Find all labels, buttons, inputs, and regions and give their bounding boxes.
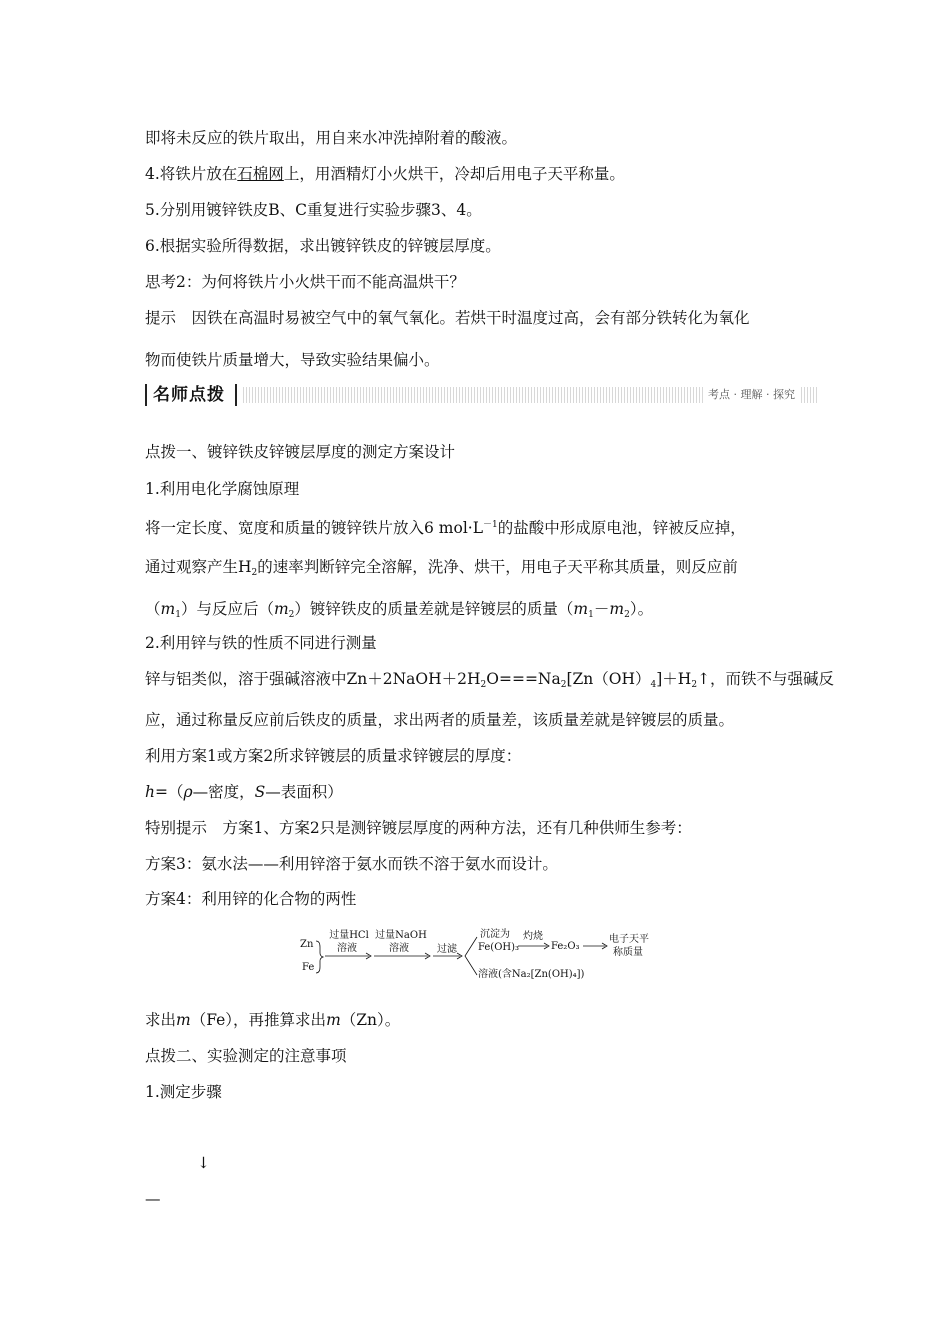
text-segment: 求出 <box>145 1011 177 1029</box>
section-banner <box>145 383 817 407</box>
text-segment: 通过观察产生H <box>145 558 252 576</box>
section-heading: 点拨一、镀锌铁皮锌镀层厚度的测定方案设计 <box>145 443 456 461</box>
banner-divider <box>145 384 147 406</box>
text-segment: ）镀锌铁皮的质量差就是锌镀层的质量（ <box>294 600 574 618</box>
text-segment: =（ <box>154 783 184 801</box>
step2-reagent-note: 溶液 <box>389 943 409 954</box>
flow-diagram <box>297 925 657 981</box>
text-segment: —密度， <box>192 783 255 801</box>
text-line: 方案4：利用锌的化合物的两性 <box>145 890 357 908</box>
subscript: 2 <box>251 568 258 578</box>
text-segment: － <box>593 600 610 618</box>
subscript: 2 <box>624 610 630 620</box>
section-heading: 点拨二、实验测定的注意事项 <box>145 1047 347 1065</box>
variable: S <box>254 783 266 801</box>
fe2o3-label: Fe₂O₃ <box>551 941 580 952</box>
text-line <box>145 164 625 184</box>
formula-line <box>145 782 343 802</box>
precipitate-formula: Fe(OH)₃ <box>478 942 520 953</box>
filter-step: 过滤 <box>437 944 457 955</box>
subscript: 2 <box>288 610 295 620</box>
text-segment: 4.将铁片放在 <box>145 165 238 183</box>
text-line: 即将未反应的铁片取出，用自来水冲洗掉附着的酸液。 <box>145 129 518 147</box>
dash-mark: — <box>145 1190 161 1208</box>
text-segment: ↑，而铁不与强碱反 <box>697 670 835 688</box>
text-line: 应，通过称量反应前后铁皮的质量，求出两者的质量差，该质量差就是锌镀层的质量。 <box>145 711 735 729</box>
banner-subtitle: 考点 · 理解 · 探究 <box>704 387 799 403</box>
text-segment: ）。 <box>629 600 654 618</box>
subscript: 2 <box>560 680 567 690</box>
text-segment: （Zn）。 <box>340 1011 401 1029</box>
text-line: 5.分别用镀锌铁皮B、C重复进行实验步骤3、4。 <box>145 201 482 219</box>
branch-bracket <box>465 937 477 975</box>
brace <box>316 941 323 973</box>
text-segment: 上，用酒精灯小火烘干，冷却后用电子天平称量。 <box>283 165 625 183</box>
list-item: 2.利用锌与铁的性质不同进行测量 <box>145 634 377 652</box>
text-line <box>145 557 738 583</box>
variable: m <box>326 1011 341 1029</box>
variable: h <box>145 783 155 801</box>
thinking-question: 思考2：为何将铁片小火烘干而不能高温烘干？ <box>145 273 465 291</box>
text-line <box>145 599 653 625</box>
text-segment: ）与反应后（ <box>180 600 274 618</box>
solution-label: 溶液(含Na₂[Zn(OH)₄]) <box>478 969 585 980</box>
variable: m <box>273 600 289 618</box>
variable: ρ <box>183 783 193 801</box>
variable: m <box>176 1011 191 1029</box>
fe-label: Fe <box>302 962 315 973</box>
subscript: 1 <box>175 610 181 620</box>
subscript: 4 <box>650 680 657 690</box>
variable: m <box>160 600 176 618</box>
zn-label: Zn <box>300 939 314 950</box>
underlined-term: 石棉网 <box>237 165 284 183</box>
text-segment: 的速率判断锌完全溶解，洗净、烘干，用电子天平称其质量，则反应前 <box>257 558 738 576</box>
text-segment: （Fe），再推算求出 <box>190 1011 327 1029</box>
text-segment: （ <box>145 600 161 618</box>
down-arrow: ↓ <box>197 1154 210 1172</box>
variable: m <box>609 600 625 618</box>
step2-reagent: 过量NaOH <box>375 930 427 941</box>
precipitate-label: 沉淀为 <box>480 929 510 940</box>
text-line: 6.根据实验所得数据，求出镀锌铁皮的锌镀层厚度。 <box>145 237 501 255</box>
banner-title: 名师点拨 <box>153 385 225 405</box>
subscript: 1 <box>588 610 594 620</box>
text-segment: 将一定长度、宽度和质量的镀锌铁片放入6 mol·L <box>145 519 483 537</box>
text-segment: —表面积） <box>265 783 343 801</box>
text-line <box>145 515 746 538</box>
hint-text: 物而使铁片质量增大，导致实验结果偏小。 <box>145 351 440 369</box>
text-line <box>145 669 834 695</box>
subscript: 2 <box>480 680 487 690</box>
balance-label: 电子天平 <box>609 934 649 945</box>
text-segment: 的盐酸中形成原电池，锌被反应掉， <box>497 519 746 537</box>
step1-reagent: 过量HCl <box>329 930 369 941</box>
banner-divider <box>235 384 237 406</box>
step1-reagent-note: 溶液 <box>337 943 357 954</box>
weigh-label: 称质量 <box>613 947 643 958</box>
superscript: －1 <box>483 520 498 530</box>
text-segment: 锌与铝类似，溶于强碱溶液中Zn＋2NaOH＋2H <box>145 670 481 688</box>
list-item: 1.测定步骤 <box>145 1083 222 1101</box>
text-segment: ]＋H <box>656 670 692 688</box>
hint-text: 提示 因铁在高温时易被空气中的氧气氧化。若烘干时温度过高，会有部分铁转化为氧化 <box>145 309 750 327</box>
text-line: 方案3：氨水法——利用锌溶于氨水而铁不溶于氨水而设计。 <box>145 855 558 873</box>
text-segment: O===Na <box>486 670 561 688</box>
subscript: 2 <box>691 680 698 690</box>
burn-step: 灼烧 <box>523 931 543 942</box>
text-line <box>145 1010 400 1030</box>
text-segment: [Zn（OH） <box>566 670 651 688</box>
variable: m <box>573 600 589 618</box>
text-line: 利用方案1或方案2所求锌镀层的质量求锌镀层的厚度： <box>145 747 522 765</box>
list-item: 1.利用电化学腐蚀原理 <box>145 480 300 498</box>
special-note: 特别提示 方案1、方案2只是测锌镀层厚度的两种方法，还有几种供师生参考： <box>145 819 692 837</box>
